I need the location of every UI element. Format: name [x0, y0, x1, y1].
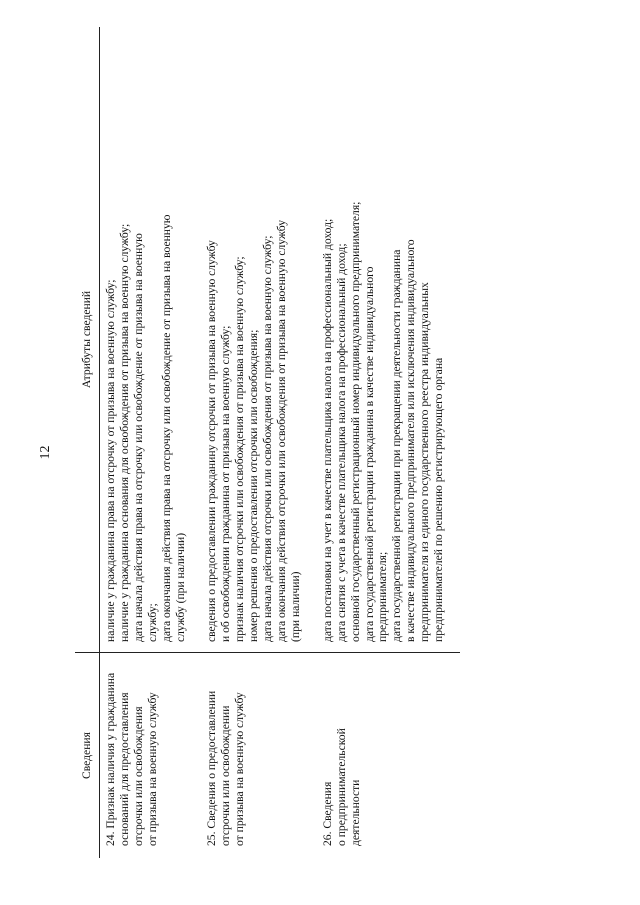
attribute-line: наличие у гражданина права на отсрочку от призыва на военную службу; [104, 279, 117, 642]
info-cell [201, 653, 316, 859]
attribute-line: дата начала действия права на отсрочку или освобождение от призыва на военную [131, 233, 145, 642]
data-table [75, 27, 460, 858]
attribute-line: предпринимателя из единого государственного реестра индивидуальных [418, 282, 432, 642]
attribute-line: наличие у гражданина основания для освобождения от призыва на военную службу; [117, 223, 131, 642]
attributes-cell [317, 27, 460, 653]
info-line: от призыва на военную службу [145, 692, 159, 846]
table-row [100, 27, 202, 858]
info-line: 26. Сведения [320, 781, 334, 846]
column-header-attributes: Атрибуты сведений [75, 27, 100, 653]
info-line: деятельности [348, 779, 362, 846]
column-header-info: Сведения [75, 653, 100, 859]
attribute-line: дата постановки на учет в качестве плательщика налога на профессиональный доход; [320, 218, 334, 642]
table-row [317, 27, 460, 858]
attribute-line: предпринимателя; [376, 551, 390, 642]
info-line: оснований для предоставления [117, 692, 131, 846]
info-line: о предпринимательской [334, 728, 348, 846]
attributes-cell [100, 27, 202, 653]
info-cell [317, 653, 460, 859]
page-number: 12 [38, 445, 53, 460]
table-row [201, 27, 316, 858]
attribute-line: (при наличии) [288, 571, 302, 642]
info-line: 24. Признак наличия у гражданина [104, 672, 117, 846]
info-cell [100, 653, 202, 859]
table-body [100, 27, 460, 858]
attribute-line: дата окончания действия права на отсрочку или освобождение от призыва на военную [159, 214, 173, 642]
attribute-line: дата начала действия отсрочки или освобождения от призыва на военную службу; [261, 235, 275, 642]
attribute-line: сведения о предоставлении гражданину отсрочки от призыва на военную службу [205, 240, 219, 642]
attribute-line: в качестве индивидуального предпринимателя или исключения индивидуального [404, 239, 418, 642]
attribute-line: предпринимателей по решению регистрирующего органа [432, 357, 446, 642]
info-line: отсрочки или освобождении [219, 705, 233, 846]
attributes-cell [201, 27, 316, 653]
info-line: 25. Сведения о предоставлении [205, 690, 219, 846]
info-line: от призыва на военную службу [233, 692, 247, 846]
attribute-line: признак наличия отсрочки или освобождения от призыва на военную службу; [233, 256, 247, 642]
attribute-line: основной государственный регистрационный номер индивидуального предпринимателя; [348, 201, 362, 642]
attribute-line: службу; [145, 603, 159, 642]
table-header-row [75, 27, 100, 858]
attribute-line: дата окончания действия отсрочки или освобождения от призыва на военную службу [274, 219, 288, 642]
attribute-line: номер решения о предоставлении отсрочки или освобождения; [247, 329, 261, 642]
attribute-line: и об освобождении гражданина от призыва на военную службу; [219, 325, 233, 642]
info-line: отсрочки или освобождения [131, 706, 145, 846]
attribute-line: дата снятия с учета в качестве плательщика налога на профессиональный доход; [334, 243, 348, 642]
attribute-line: дата государственной регистрации гражданина в качестве индивидуального [362, 266, 376, 642]
attribute-line: службу (при наличии) [173, 532, 187, 642]
attribute-line: дата государственной регистрации при прекращении деятельности гражданина [390, 249, 404, 642]
